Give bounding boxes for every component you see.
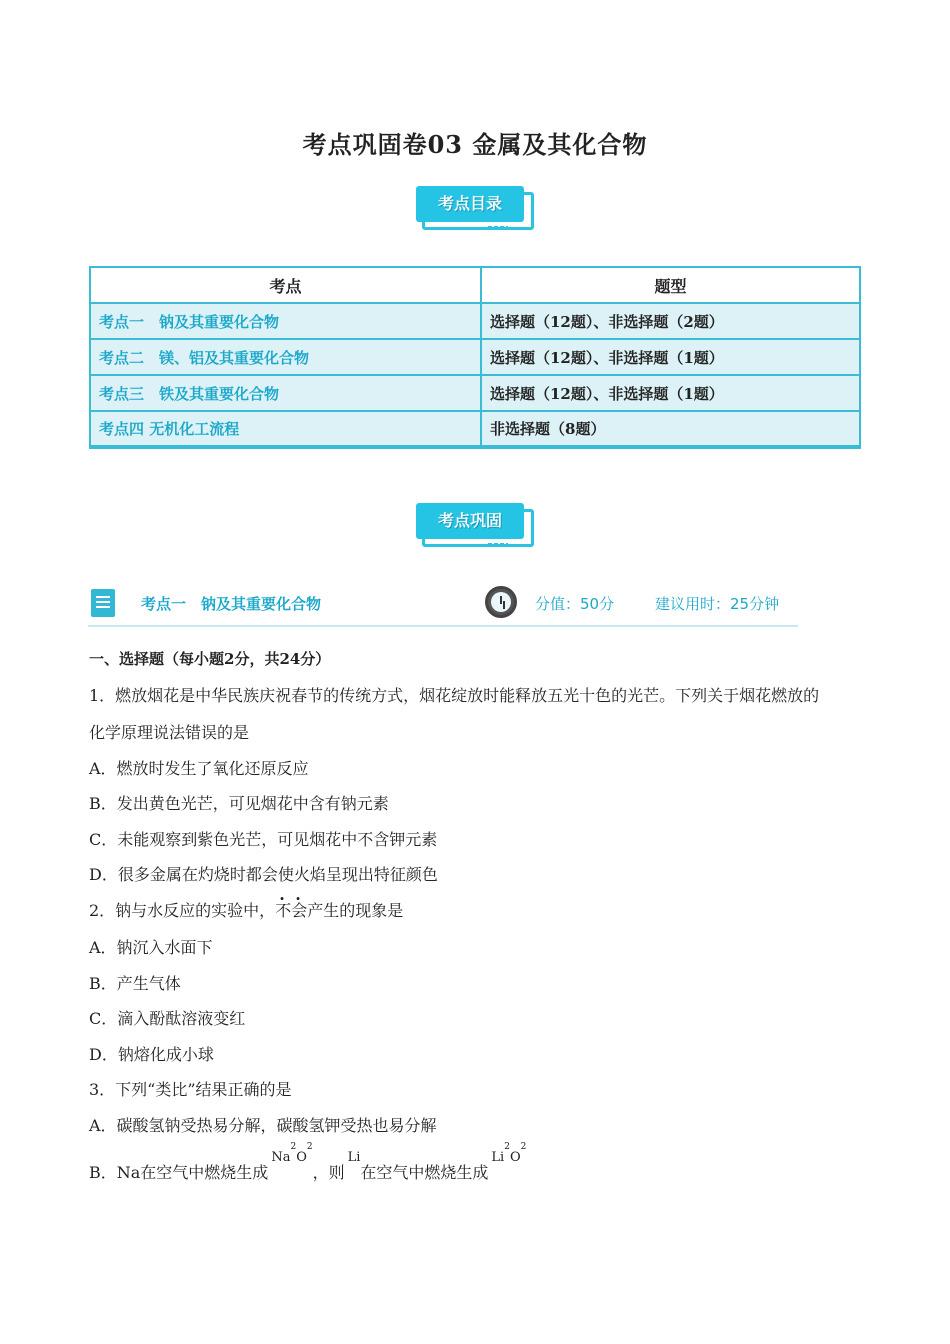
q3-option-b (89, 1142, 527, 1183)
formula-subscript: 2 (290, 1142, 297, 1152)
badge-dots (488, 543, 508, 547)
q1-stem-line1: 1．燃放烟花是中华民族庆祝春节的传统方式，烟花绽放时能释放五光十色的光芒。下列关于烟花燃放的 (89, 686, 820, 705)
formula-part: Li (491, 1150, 505, 1165)
formula-li: Li (347, 1150, 361, 1165)
toc-topic-cell: 考点一 钠及其重要化合物 (90, 303, 481, 339)
formula-na2o2 (271, 1142, 313, 1165)
q2-emphasis-2: 会 (291, 901, 308, 920)
q2-option-c: C．滴入酚酞溶液变红 (89, 1009, 246, 1028)
q2-stem (89, 898, 403, 921)
toc-type-cell: 选择题（12题）、非选择题（1题） (481, 339, 860, 375)
badge-dots (488, 226, 508, 230)
toc-header-topic: 考点 (90, 267, 481, 303)
q2-option-d: D．钠熔化成小球 (89, 1045, 214, 1064)
section-divider (88, 625, 798, 627)
q3-b-text-1: B．Na在空气中燃烧生成 (89, 1163, 269, 1182)
review-badge (416, 503, 534, 547)
table-row (90, 303, 860, 339)
q2-option-a: A．钠沉入水面下 (89, 938, 213, 957)
formula-part: Na (271, 1150, 291, 1165)
toc-topic-cell: 考点三 铁及其重要化合物 (90, 375, 481, 411)
q2-suffix: 产生的现象是 (307, 901, 404, 920)
toc-badge (416, 186, 534, 230)
table-row (90, 411, 860, 447)
formula-subscript: 2 (504, 1142, 510, 1152)
formula-part: O (509, 1150, 521, 1165)
q2-emphasis-1: 不 (275, 901, 292, 920)
part-heading: 一、选择题（每小题2分，共24分） (89, 650, 331, 668)
q1-option-c: C．未能观察到紫色光芒，可见烟花中不含钾元素 (89, 830, 438, 849)
formula-part: O (296, 1150, 307, 1165)
toc-type-cell: 选择题（12题）、非选择题（1题） (481, 375, 860, 411)
page-title: 考点巩固卷03 金属及其化合物 (302, 130, 648, 159)
toc-topic-cell: 考点二 镁、铝及其重要化合物 (90, 339, 481, 375)
q1-option-a: A．燃放时发生了氧化还原反应 (89, 759, 309, 778)
q3-b-text-2: ，则 (312, 1163, 345, 1182)
notebook-icon (91, 589, 115, 617)
q1-option-d: D．很多金属在灼烧时都会使火焰呈现出特征颜色 (89, 865, 438, 884)
toc-header-type: 题型 (481, 267, 860, 303)
q2-option-b: B．产生气体 (89, 974, 181, 993)
toc-type-cell: 选择题（12题）、非选择题（2题） (481, 303, 860, 339)
toc-header-row (90, 267, 860, 303)
table-row (90, 339, 860, 375)
review-badge-label: 考点巩固 (416, 503, 524, 539)
formula-subscript: 2 (520, 1142, 527, 1152)
formula-li2o2 (491, 1142, 527, 1165)
toc-table (89, 266, 861, 449)
q3-option-a: A．碳酸氢钠受热易分解，碳酸氢钾受热也易分解 (89, 1116, 437, 1135)
formula-subscript: 2 (306, 1142, 313, 1152)
toc-type-cell: 非选择题（8题） (481, 411, 860, 447)
q1-option-b: B．发出黄色光芒，可见烟花中含有钠元素 (89, 794, 389, 813)
section-header (88, 585, 798, 627)
section-time: 建议用时：25分钟 (655, 595, 780, 613)
section-score: 分值：50分 (535, 595, 615, 613)
q2-prefix: 2．钠与水反应的实验中， (89, 901, 276, 920)
section-title: 考点一 钠及其重要化合物 (141, 595, 322, 613)
toc-badge-label: 考点目录 (416, 186, 524, 222)
q1-stem-line2: 化学原理说法错误的是 (89, 723, 250, 742)
q3-b-text-3: 在空气中燃烧生成 (360, 1163, 489, 1182)
table-row (90, 375, 860, 411)
toc-topic-cell: 考点四 无机化工流程 (90, 411, 481, 447)
q3-stem: 3．下列“类比”结果正确的是 (89, 1080, 292, 1099)
clock-icon (485, 586, 517, 618)
